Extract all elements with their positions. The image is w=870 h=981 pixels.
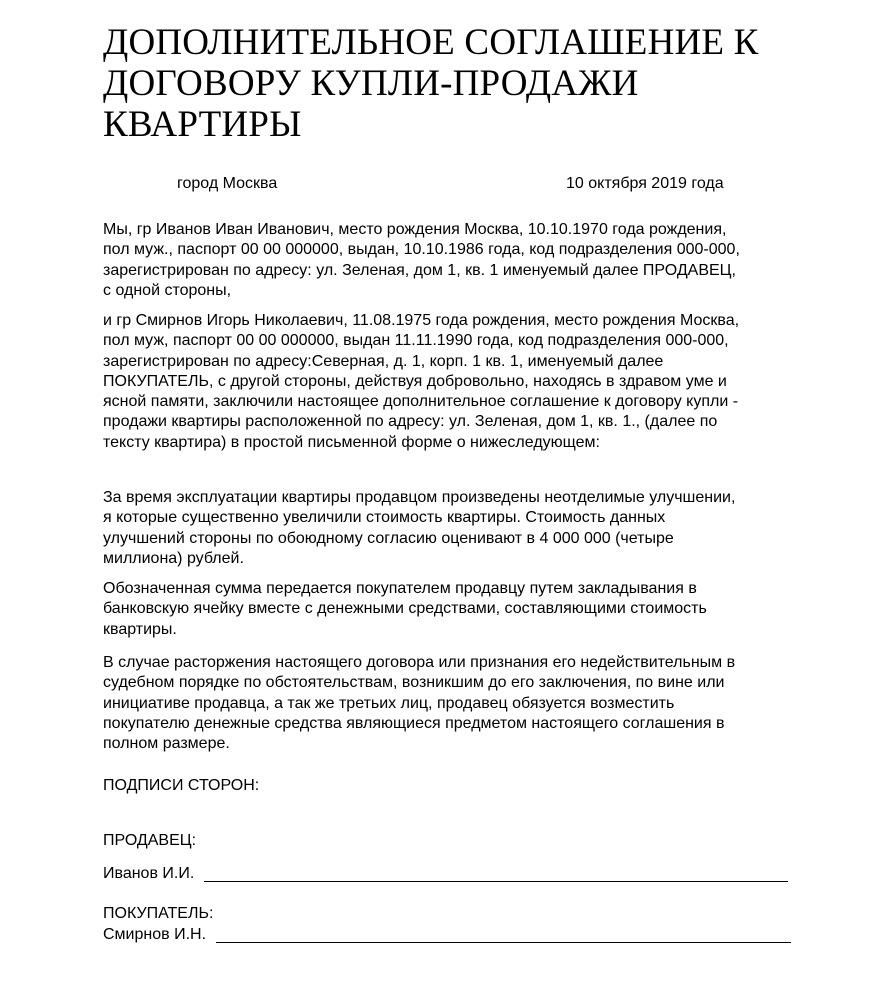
paragraph-improvements [103,488,823,569]
paragraph-line: зарегистрирован по адресу:Северная, д. 1, корп. 1 кв. 1, именуемый далее [103,352,664,370]
paragraph-line: квартиры. [103,620,177,638]
seller-label: ПРОДАВЕЦ: [103,832,197,849]
buyer-signature-line [216,942,791,943]
paragraph-line: Мы, гр Иванов Иван Иванович, место рождения Москва, 10.10.1970 года рождения, [103,221,727,238]
paragraph-line: пол муж., паспорт 00 00 000000, выдан, 10.10.1986 года, код подразделения 000-000, [103,241,740,259]
paragraph-line: банковскую ячейку вместе с денежными средствами, составляющими стоимость [103,600,707,618]
paragraph-line: улучшений стороны по обоюдному согласию оценивают в 4 000 000 (четыре [103,529,674,547]
title-line: КВАРТИРЫ [103,104,302,145]
paragraph-line: с одной стороны, [103,281,232,299]
paragraph-buyer-intro [103,311,823,453]
paragraph-line: ясной памяти, заключили настоящее дополнительное соглашение к договору купли - [103,393,739,411]
paragraph-line: зарегистрирован по адресу: ул. Зеленая, дом 1, кв. 1 именуемый далее ПРОДАВЕЦ, [103,261,736,279]
paragraph-line: пол муж, паспорт 00 00 000000, выдан 11.11.1990 года, код подразделения 000-000, [103,332,729,350]
document-city: город Москва [177,175,278,192]
buyer-name: Смирнов И.Н. [103,926,207,943]
paragraph-line: Обозначенная сумма передается покупателем продавцу путем закладывания в [103,580,697,597]
paragraph-seller-intro [103,220,823,301]
seller-name: Иванов И.И. [103,865,195,882]
paragraph-line: я которые существенно увеличили стоимость квартиры. Стоимость данных [103,509,666,527]
seller-signature-line [204,881,788,882]
paragraph-termination [103,653,823,754]
buyer-label: ПОКУПАТЕЛЬ: [103,905,214,922]
paragraph-line: полном размере. [103,735,230,753]
paragraph-transfer [103,579,823,640]
paragraph-line: тексту квартира) в простой письменной форме о нижеследующем: [103,433,600,451]
paragraph-line: продажи квартиры расположенной по адресу: ул. Зеленая, дом 1, кв. 1., (далее по [103,413,718,431]
paragraph-line: За время эксплуатации квартиры продавцом произведены неотделимые улучшении, [103,489,736,506]
paragraph-line: и гр Смирнов Игорь Николаевич, 11.08.1975 года рождения, место рождения Москва, [103,312,740,329]
paragraph-line: покупателю денежные средства являющиеся предметом настоящего соглашения в [103,714,725,732]
document-date: 10 октября 2019 года [566,175,724,192]
paragraph-line: В случае расторжения настоящего договора или признания его недействительным в [103,654,736,671]
paragraph-line: ПОКУПАТЕЛЬ, с другой стороны, действуя добровольно, находясь в здравом уме и [103,372,727,390]
document-title [103,22,823,145]
signatures-heading: ПОДПИСИ СТОРОН: [103,777,260,794]
paragraph-line: миллиона) рублей. [103,549,244,567]
paragraph-line: судебном порядке по обстоятельствам, возникшим до его заключения, по вине или [103,674,725,692]
title-line: ДОГОВОРУ КУПЛИ-ПРОДАЖИ [103,63,639,104]
paragraph-line: инициативе продавца, а так же третьих лиц, продавец обязуется возместить [103,694,675,712]
title-line: ДОПОЛНИТЕЛЬНОЕ СОГЛАШЕНИЕ К [103,22,759,63]
